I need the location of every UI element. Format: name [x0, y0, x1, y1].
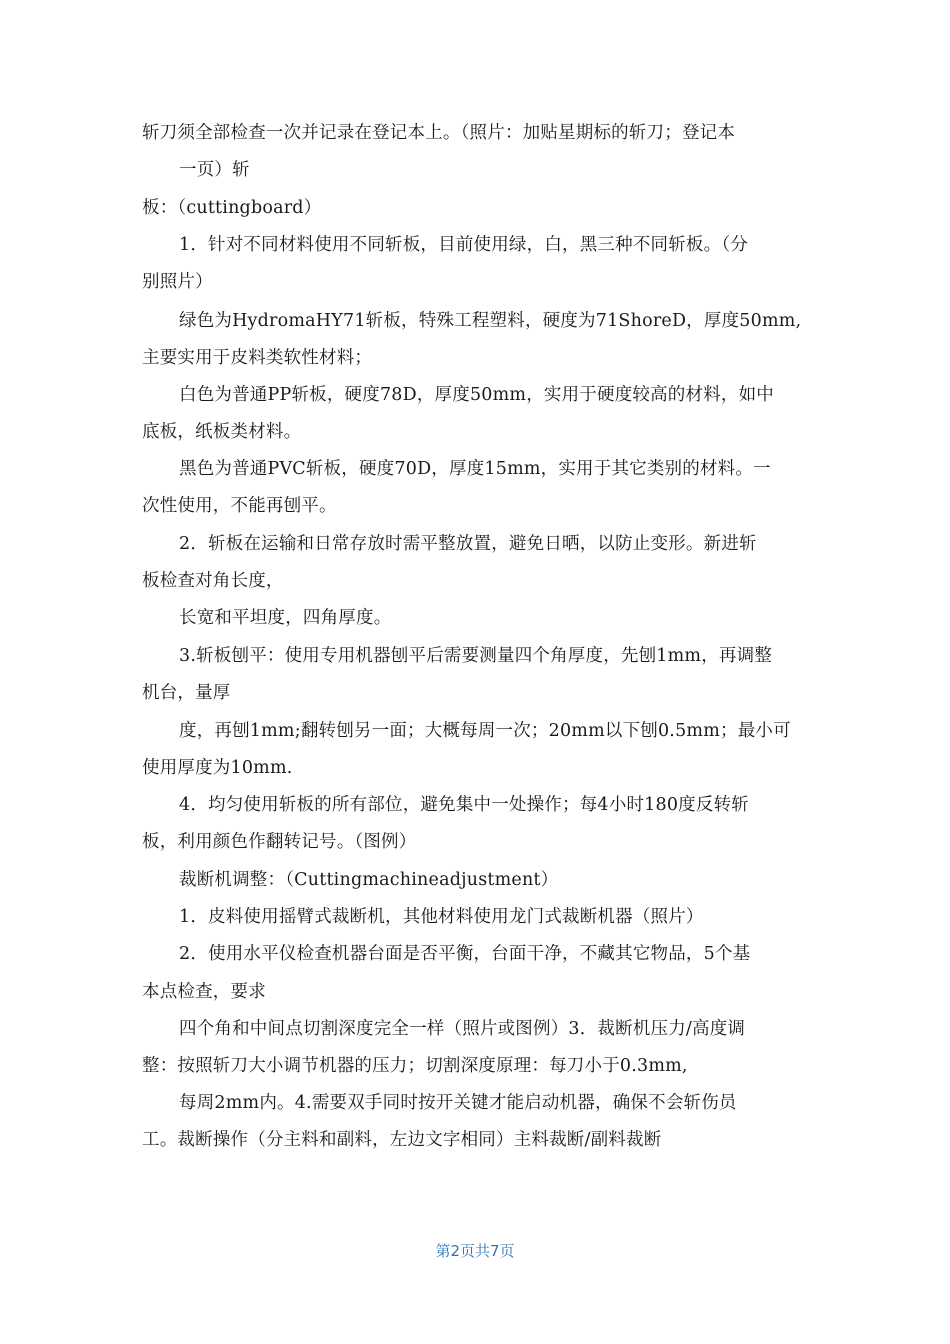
text-line: 3.斩板刨平：使用专用机器刨平后需要测量四个角厚度，先刨1mm，再调整	[179, 646, 773, 666]
text-line: 斩刀须全部检查一次并记录在登记本上。（照片：加贴星期标的斩刀；登记本	[142, 123, 736, 143]
text-line: 本点检查，要求	[142, 982, 266, 1002]
text-line: 裁断机调整：（Cuttingmachineadjustment）	[179, 870, 559, 890]
text-line: 板：（cuttingboard）	[142, 198, 322, 218]
text-line: 主要实用于皮料类软性材料；	[142, 348, 373, 368]
text-line: 整：按照斩刀大小调节机器的压力；切割深度原理：每刀小于0.3mm,	[142, 1056, 688, 1076]
text-line: 度，再刨1mm;翻转刨另一面；大概每周一次；20mm以下刨0.5mm；最小可	[179, 721, 791, 741]
text-line: 2．斩板在运输和日常存放时需平整放置，避免日晒，以防止变形。新进斩	[179, 534, 757, 554]
text-line: 白色为普通PP斩板，硬度78D，厚度50mm，实用于硬度较高的材料，如中	[179, 385, 775, 405]
text-line: 次性使用，不能再刨平。	[142, 496, 337, 516]
text-line: 长宽和平坦度，四角厚度。	[179, 608, 392, 628]
text-line: 黑色为普通PVC斩板，硬度70D，厚度15mm，实用于其它类别的材料。一	[179, 459, 771, 479]
text-line: 一页）斩	[179, 160, 250, 180]
text-line: 使用厚度为10mm.	[142, 758, 293, 778]
text-line: 1．针对不同材料使用不同斩板，目前使用绿，白，黑三种不同斩板。（分	[179, 235, 748, 255]
text-line: 机台，量厚	[142, 683, 231, 703]
text-line: 2．使用水平仪检查机器台面是否平衡，台面干净，不藏其它物品，5个基	[179, 944, 751, 964]
text-line: 绿色为HydromaHY71斩板，特殊工程塑料，硬度为71ShoreD，厚度50mm,	[179, 311, 802, 331]
text-line: 板检查对角长度，	[142, 571, 284, 591]
text-line: 板，利用颜色作翻转记号。（图例）	[142, 832, 417, 852]
text-line: 4．均匀使用斩板的所有部位，避免集中一处操作；每4小时180度反转斩	[179, 795, 749, 815]
page-number: 第2页共7页	[435, 1242, 515, 1260]
text-line: 别照片）	[142, 272, 213, 292]
text-line: 1．皮料使用摇臂式裁断机，其他材料使用龙门式裁断机器（照片）	[179, 907, 704, 927]
text-line: 工。裁断操作（分主料和副料，左边文字相同）主料裁断/副料裁断	[142, 1130, 662, 1150]
text-line: 四个角和中间点切割深度完全一样（照片或图例）3．裁断机压力/高度调	[179, 1019, 746, 1039]
text-line: 底板，纸板类材料。	[142, 422, 302, 442]
text-line: 每周2mm内。4.需要双手同时按开关键才能启动机器，确保不会斩伤员	[179, 1093, 737, 1113]
